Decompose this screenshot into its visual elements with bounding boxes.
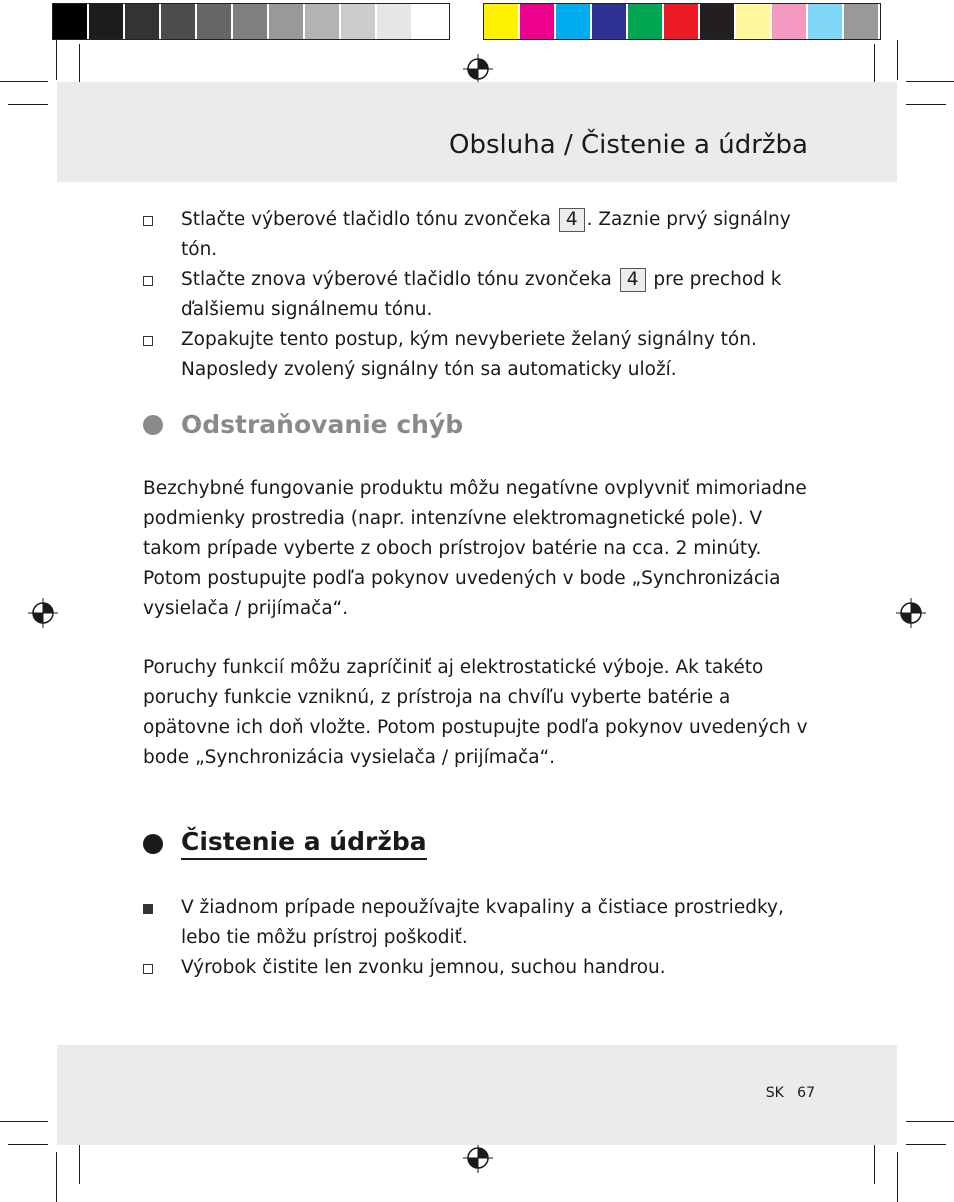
gray-swatch — [53, 4, 89, 39]
warning-text: V žiadnom prípade nepoužívajte kvapaliny a čistiace prostriedky, lebo tie môžu prístroj poškodiť. — [181, 897, 784, 948]
section-heading-troubleshooting — [143, 410, 463, 439]
crop-mark — [897, 1152, 898, 1202]
bullet-dot-icon — [143, 834, 163, 854]
crop-mark — [8, 104, 48, 105]
color-swatch — [808, 4, 844, 39]
list-item — [143, 265, 823, 325]
gray-swatch — [89, 4, 125, 39]
section-heading-cleaning — [143, 827, 427, 860]
list-item — [143, 893, 823, 953]
step-text: Výrobok čistite len zvonku jemnou, suchou handrou. — [181, 957, 666, 978]
checkbox-bullet-icon — [143, 336, 153, 346]
steps-list — [143, 205, 823, 385]
color-swatch — [844, 4, 880, 39]
gray-swatch — [341, 4, 377, 39]
crop-mark — [906, 104, 946, 105]
paragraph: Bezchybné fungovanie produktu môžu negatívne ovplyvniť mimoriadne podmienky prostredia (napr. intenzívne elektromagnetické pole). V takom prípade vyberte z oboch prístrojov batérie na cca. 2 minúty. Potom postupujte podľa pokynov uvedených v bode „Synchronizácia vysielača / prijímača“. — [143, 478, 807, 619]
color-swatch — [484, 4, 520, 39]
page-title: Obsluha / Čistenie a údržba — [449, 130, 808, 160]
language-code: SK — [765, 1085, 784, 1101]
list-item — [143, 953, 823, 983]
step-text: Stlačte výberové tlačidlo tónu zvončeka — [181, 209, 557, 230]
step-text: . Zaznie prvý signálny tón. — [181, 209, 791, 260]
step-text: pre prechod k ďalšiemu signálnemu tónu. — [181, 269, 782, 320]
color-swatch — [556, 4, 592, 39]
crop-mark — [0, 1121, 48, 1122]
paragraph: Poruchy funkcií môžu zapríčiniť aj elektrostatické výboje. Ak takéto poruchy funkcie vzniknú, z prístroja na chvíľu vyberte batérie a opätovne ich doň vložte. Potom postupujte podľa pokynov uvedených v bode „Synchronizácia vysielača / prijímača“. — [143, 657, 808, 768]
step-text: Zopakujte tento postup, kým nevyberiete želaný signálny tón. Naposledy zvolený signálny tón sa automaticky uloží. — [181, 329, 757, 380]
bullet-dot-icon — [143, 415, 163, 435]
gray-swatch — [305, 4, 341, 39]
registration-mark-icon — [896, 598, 926, 628]
list-item — [143, 205, 823, 265]
gray-swatch — [197, 4, 233, 39]
key-reference-badge: 4 — [620, 268, 646, 292]
grayscale-color-bar — [52, 3, 450, 40]
cleaning-list — [143, 893, 823, 983]
crop-mark — [874, 1140, 875, 1184]
checkbox-bullet-icon — [143, 276, 153, 286]
gray-swatch — [125, 4, 161, 39]
gray-swatch — [233, 4, 269, 39]
color-swatch — [592, 4, 628, 39]
crop-mark — [906, 81, 954, 82]
checkbox-bullet-icon — [143, 216, 153, 226]
page-number — [766, 1085, 815, 1101]
crop-mark — [79, 1140, 80, 1184]
checkbox-bullet-icon — [143, 964, 153, 974]
crop-mark — [906, 1121, 954, 1122]
crop-mark — [56, 40, 57, 80]
section-heading-text: Odstraňovanie chýb — [181, 410, 464, 439]
gray-swatch — [161, 4, 197, 39]
color-swatch — [700, 4, 736, 39]
list-item — [143, 325, 823, 385]
color-swatch — [520, 4, 556, 39]
page-number-value: 67 — [797, 1085, 815, 1101]
crop-mark — [906, 1144, 946, 1145]
color-swatch — [664, 4, 700, 39]
cmyk-color-bar — [483, 3, 881, 40]
color-swatch — [772, 4, 808, 39]
step-text: Stlačte znova výberové tlačidlo tónu zvončeka — [181, 269, 618, 290]
crop-mark — [8, 1144, 48, 1145]
registration-mark-icon — [463, 54, 493, 84]
registration-mark-icon — [28, 598, 58, 628]
gray-swatch — [413, 4, 449, 39]
gray-swatch — [377, 4, 413, 39]
color-swatch — [736, 4, 772, 39]
crop-mark — [56, 1152, 57, 1202]
registration-mark-icon — [463, 1143, 493, 1173]
crop-mark — [897, 40, 898, 80]
crop-mark — [0, 81, 48, 82]
color-swatch — [628, 4, 664, 39]
warning-square-icon — [143, 904, 153, 914]
section-heading-text: Čistenie a údržba — [181, 827, 427, 860]
key-reference-badge: 4 — [559, 208, 585, 232]
gray-swatch — [269, 4, 305, 39]
